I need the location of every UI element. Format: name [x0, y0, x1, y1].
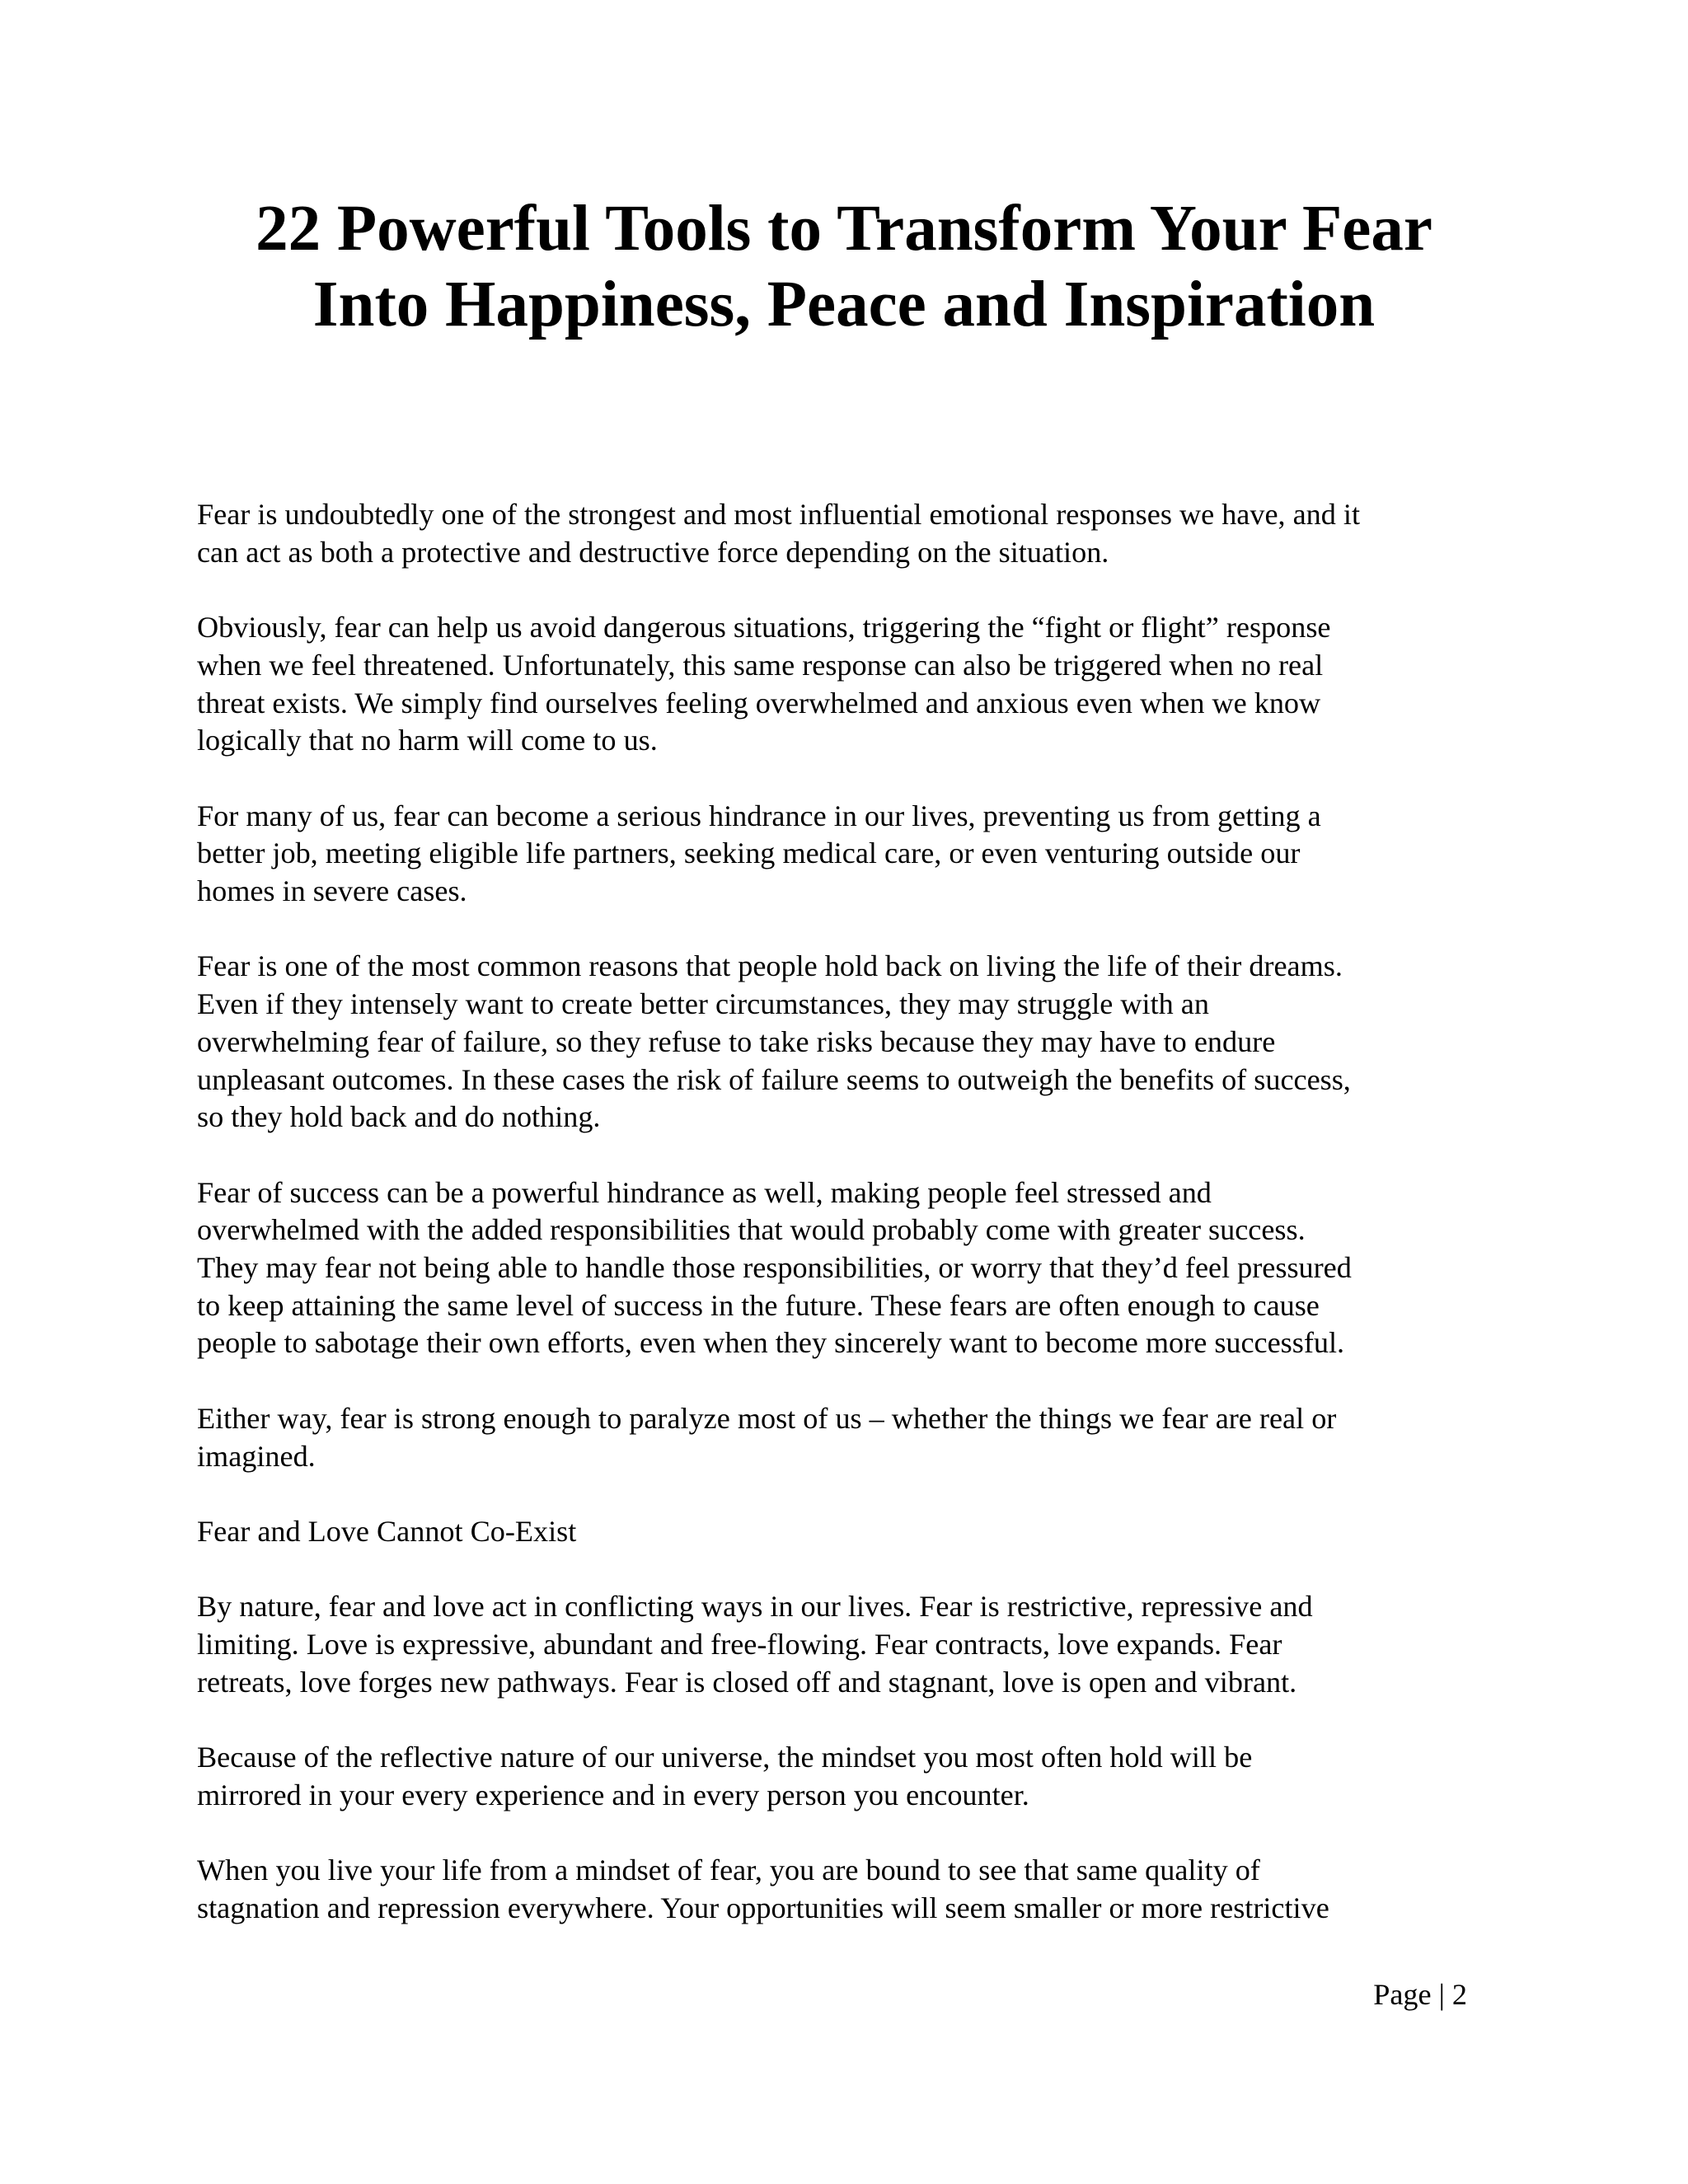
paragraph: [197, 1588, 1499, 1701]
paragraph: [197, 1174, 1499, 1363]
section-heading: [197, 1513, 1499, 1551]
paragraph: [197, 1739, 1499, 1814]
text-line: Fear of success can be a powerful hindrance as well, making people feel stressed and: [197, 1175, 1212, 1209]
text-line: overwhelmed with the added responsibilities that would probably come with greater success.: [197, 1213, 1306, 1247]
text-line: stagnation and repression everywhere. Your opportunities will seem smaller or more restrictive: [197, 1891, 1329, 1924]
text-line: when we feel threatened. Unfortunately, this same response can also be triggered when no real: [197, 648, 1324, 682]
page-number: Page | 2: [1373, 1978, 1467, 2011]
text-line: Obviously, fear can help us avoid dangerous situations, triggering the “fight or flight” response: [197, 611, 1331, 644]
text-line: can act as both a protective and destructive force depending on the situation.: [197, 535, 1109, 569]
text-line: overwhelming fear of failure, so they refuse to take risks because they may have to endure: [197, 1024, 1276, 1058]
text-line: people to sabotage their own efforts, even when they sincerely want to become more successful.: [197, 1326, 1345, 1360]
text-line: Either way, fear is strong enough to paralyze most of us – whether the things we fear are real or: [197, 1401, 1337, 1435]
text-line: Fear and Love Cannot Co-Exist: [197, 1514, 577, 1548]
text-line: retreats, love forges new pathways. Fear is closed off and stagnant, love is open and vibrant.: [197, 1665, 1297, 1699]
text-line: mirrored in your every experience and in every person you encounter.: [197, 1778, 1029, 1811]
text-line: threat exists. We simply find ourselves feeling overwhelmed and anxious even when we know: [197, 686, 1321, 719]
text-line: to keep attaining the same level of success in the future. These fears are often enough to cause: [197, 1288, 1320, 1322]
body-text: [197, 496, 1499, 1965]
paragraph: [197, 948, 1499, 1137]
page-title: [165, 191, 1523, 343]
title-line: 22 Powerful Tools to Transform Your Fear: [256, 193, 1432, 265]
text-line: For many of us, fear can become a serious hindrance in our lives, preventing us from getting a: [197, 799, 1321, 832]
text-line: Even if they intensely want to create better circumstances, they may struggle with an: [197, 987, 1209, 1021]
text-line: Fear is one of the most common reasons that people hold back on living the life of their dreams.: [197, 949, 1343, 983]
text-line: When you live your life from a mindset of fear, you are bound to see that same quality of: [197, 1854, 1260, 1887]
title-line: Into Happiness, Peace and Inspiration: [312, 269, 1376, 340]
text-line: better job, meeting eligible life partners, seeking medical care, or even venturing outside our: [197, 837, 1301, 870]
paragraph: [197, 609, 1499, 760]
text-line: unpleasant outcomes. In these cases the risk of failure seems to outweigh the benefits of success,: [197, 1062, 1351, 1096]
text-line: logically that no harm will come to us.: [197, 724, 658, 757]
text-line: homes in severe cases.: [197, 874, 467, 907]
paragraph: [197, 1400, 1499, 1475]
text-line: By nature, fear and love act in conflicting ways in our lives. Fear is restrictive, repressive and: [197, 1590, 1313, 1624]
text-line: Because of the reflective nature of our universe, the mindset you most often hold will be: [197, 1741, 1253, 1774]
text-line: imagined.: [197, 1439, 316, 1473]
text-line: They may fear not being able to handle those responsibilities, or worry that they’d feel pressured: [197, 1251, 1352, 1284]
paragraph: [197, 798, 1499, 911]
text-line: so they hold back and do nothing.: [197, 1100, 601, 1134]
text-line: limiting. Love is expressive, abundant and free-flowing. Fear contracts, love expands. Fear: [197, 1627, 1282, 1661]
paragraph: [197, 1852, 1499, 1927]
text-line: Fear is undoubtedly one of the strongest and most influential emotional responses we have, and it: [197, 498, 1361, 531]
paragraph: [197, 496, 1499, 571]
